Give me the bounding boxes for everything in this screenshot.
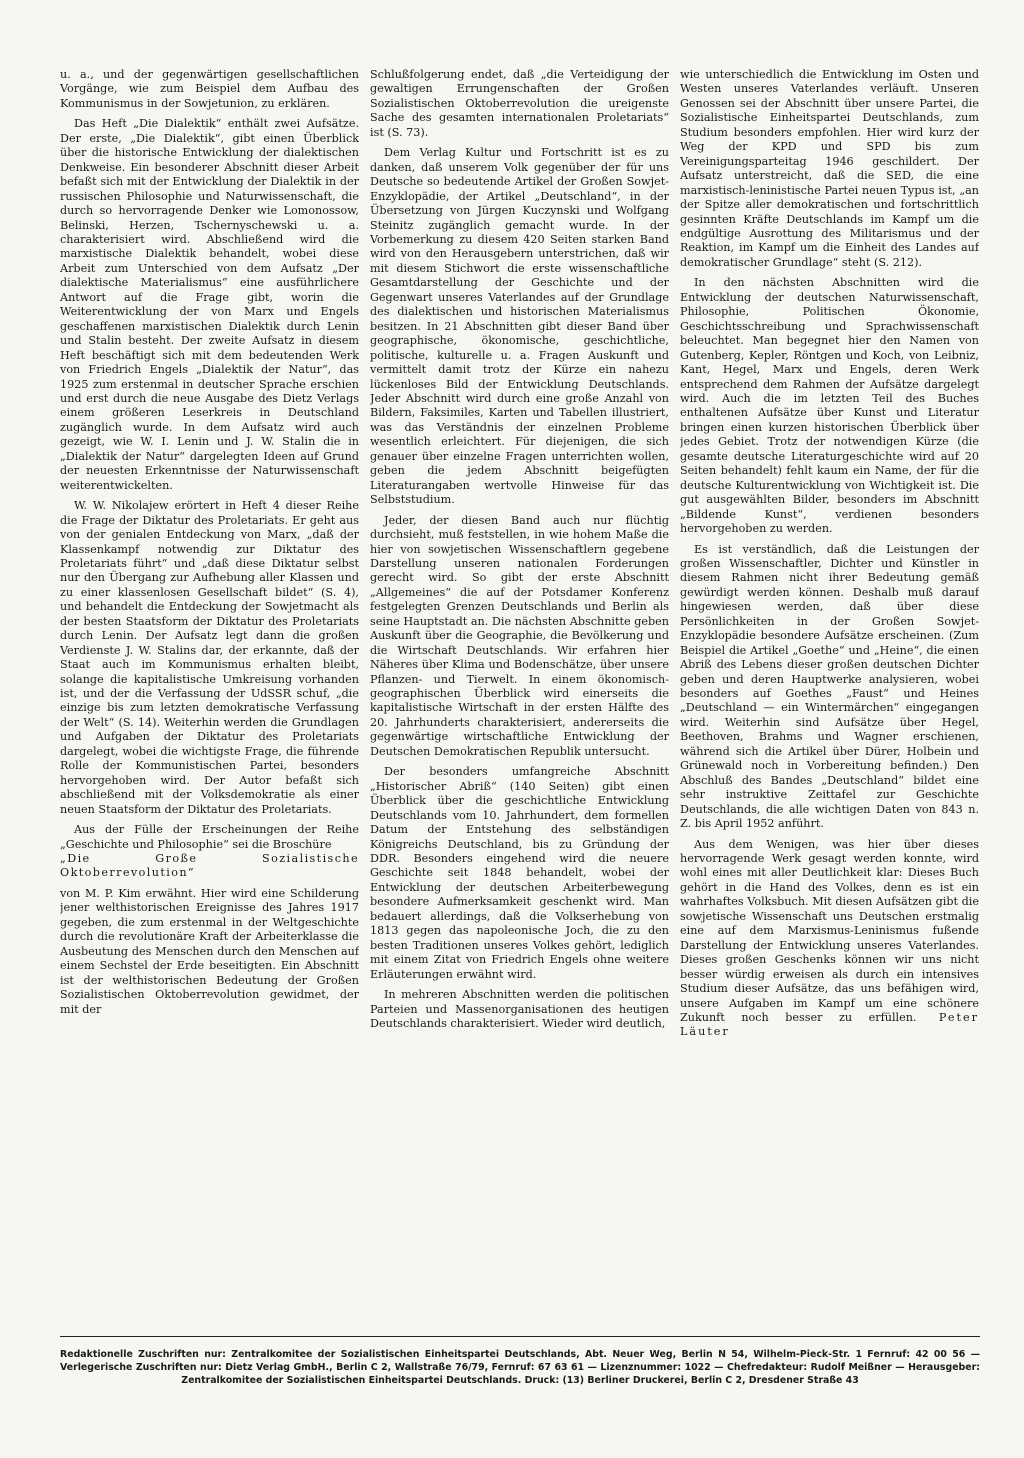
article-paragraph — [680, 276, 979, 536]
paragraph-text: In mehreren Abschnitten werden die politischen Parteien und Massenorganisationen des heutigen Deutschlands charakterisiert. Wieder wird deutlich, — [370, 988, 669, 1030]
article-paragraph — [60, 68, 359, 111]
article-paragraph — [60, 887, 359, 1017]
article-paragraph — [60, 499, 359, 817]
paragraph-text: Es ist verständlich, daß die Leistungen der großen Wissenschaftler, Dichter und Künstler in diesem Rahmen nicht ihrer Bedeutung gemäß gewürdigt werden können. Deshalb muß darauf hingewiesen werden, daß über diese Persönlichkeiten in der Großen Sowjet-Enzyklopädie besondere Aufsätze erscheinen. (Zum Beispiel die Artikel „Goethe“ und „Heine“, die einen Abriß des Lebens dieser großen deutschen Dichter geben und deren Hauptwerke analysieren, wobei besonders auf Goethes „Faust“ und Heines „Deutschland — ein Wintermärchen“ eingegangen wird. Weiterhin sind Aufsätze über Hegel, Beethoven, Brahms und Wagner erschienen, während sich die Artikel über Dürer, Holbein und Grünewald noch in Vorbereitung befinden.) Den Abschluß des Bandes „Deutschland“ bildet eine sehr instruktive Zeittafel zur Geschichte Deutschlands, die alle wichtigen Daten von 843 n. Z. bis April 1952 anführt. — [680, 542, 979, 831]
paragraph-text: von M. P. Kim erwähnt. Hier wird eine Schilderung jener welthistorischen Ereignisse des Jahres 1917 gegeben, die zum erstenmal in der Weltgeschichte durch die revolutionäre Kraft der Arbeiterklasse die Ausbeutung des Menschen durch den Menschen auf einem Sechstel der Erde beseitigten. Ein Abschnitt ist der welthistorischen Bedeutung der Großen Sozialistischen Oktoberrevolution gewidmet, der mit der — [60, 886, 359, 1016]
article-paragraph — [370, 146, 669, 507]
section-heading — [60, 852, 359, 881]
article-paragraph — [370, 68, 669, 140]
article-paragraph — [60, 823, 359, 852]
article-paragraph — [370, 765, 669, 982]
article-paragraph — [60, 117, 359, 493]
paragraph-text: W. W. Nikolajew erörtert in Heft 4 dieser Reihe die Frage der Diktatur des Proletariats. Er geht aus von der genialen Entdeckung von Marx, „daß der Klassenkampf notwendig zur Diktatur des Proletariats führt“ und „daß diese Diktatur selbst nur den Übergang zur Aufhebung aller Klassen und zu einer klassenlosen Gesellschaft bildet“ (S. 4), und behandelt die Entdeckung der Sowjetmacht als der besten Staatsform der Diktatur des Proletariats durch Lenin. Der Aufsatz legt dann die großen Verdienste J. W. Stalins dar, der erkannte, daß der Staat auch im Kommunismus erhalten bleibt, solange die kapitalistische Umkreisung vorhanden ist, und der die Verfassung der UdSSR schuf, „die einzige bis zum letzten demokratische Verfassung der Welt“ (S. 14). Weiterhin werden die Grundlagen und Aufgaben der Diktatur des Proletariats dargelegt, wobei die wichtigste Frage, die führende Rolle der Kommunistischen Partei, besonders hervorgehoben wird. Der Autor befaßt sich abschließend mit der Volksdemokratie als einer neuen Staatsform der Diktatur des Proletariats. — [60, 499, 359, 816]
paragraph-text: Aus der Fülle der Erscheinungen der Reihe „Geschichte und Philosophie“ sei die Broschüre — [60, 823, 359, 851]
paragraph-text: Aus dem Wenigen, was hier über dieses hervorragende Werk gesagt werden konnte, wird wohl eines mit aller Deutlichkeit klar: Dieses Buch gehört in die Hand des Volkes, denn es ist ein wahrhaftes Volksbuch. Mit diesen Aufsätzen gibt die sowjetische Wissenschaft uns Deutschen erstmalig eine auf dem Marxismus-Leninismus fußende Darstellung der Entwicklung unseres Vaterlandes. Dieses großen Geschenks können wir uns nicht besser würdig erweisen als durch ein intensives Studium dieser Aufsätze, das uns befähigen wird, unsere Aufgaben im Kampf um eine schönere Zukunft noch besser zu erfüllen. — [680, 837, 979, 1024]
article-paragraph — [680, 838, 979, 1040]
article-paragraph — [680, 68, 979, 270]
paragraph-text: wie unterschiedlich die Entwicklung im Osten und Westen unseres Vaterlandes verläuft. Unseren Genossen sei der Abschnitt über unsere Partei, die Sozialistische Einheitspartei Deutschlands, zum Studium besonders empfohlen. Hier wird kurz der Weg der KPD und SPD bis zum Vereinigungsparteitag 1946 geschildert. Der Aufsatz unterstreicht, daß die SED, die eine marxistisch-leninistische Partei neuen Typus ist, „an der Spitze aller demokratischen und fortschrittlich gesinnten Kräfte Deutschlands im Kampf um die endgültige Ausrottung des Militarismus und der Reaktion, im Kampf um die Einheit des Landes auf demokratischer Grundlage“ steht (S. 212). — [680, 68, 979, 269]
article-paragraph — [370, 988, 669, 1031]
column-middle — [370, 68, 669, 1330]
footer-divider — [60, 1336, 980, 1337]
article-paragraph — [370, 514, 669, 760]
column-left — [60, 68, 359, 1330]
paragraph-text: Der besonders umfangreiche Abschnitt „Historischer Abriß“ (140 Seiten) gibt einen Überblick über die geschichtliche Entwicklung Deutschlands vom 10. Jahrhundert, dem formellen Datum der Entstehung des selbständigen Königreichs Deutschland, bis zu Gründung der DDR. Besonders eingehend wird die neuere Geschichte seit 1848 behandelt, wobei der Entwicklung der deutschen Arbeiterbewegung besondere Aufmerksamkeit geschenkt wird. Man bedauert allerdings, daß die Volkserhebung von 1813 gegen das napoleonische Joch, die zu den besten Traditionen unseres Volkes gehört, lediglich mit einem Zitat von Friedrich Engels ohne weitere Erläuterungen erwähnt wird. — [370, 765, 669, 981]
paragraph-text: Jeder, der diesen Band auch nur flüchtig durchsieht, muß feststellen, in wie hohem Maße die hier von sowjetischen Wissenschaftlern gegebene Darstellung unseren nationalen Forderungen gerecht wird. So gibt der erste Abschnitt „Allgemeines“ die auf der Potsdamer Konferenz festgelegten Grenzen Deutschlands und Berlin als seine Hauptstadt an. Die nächsten Abschnitte geben Auskunft über die Geographie, die Bevölkerung und die Wirtschaft Deutschlands. Wir erfahren hier Näheres über Klima und Bodenschätze, über unsere Pflanzen- und Tierwelt. In einem ökonomisch-geographischen Überblick wird einerseits die kapitalistische Wirtschaft in der ersten Hälfte des 20. Jahrhunderts charakterisiert, andererseits die gegenwärtige wirtschaftliche Entwicklung der Deutschen Demokratischen Republik untersucht. — [370, 513, 669, 758]
column-right — [680, 68, 979, 1330]
paragraph-text: Dem Verlag Kultur und Fortschritt ist es zu danken, daß unserem Volk gegenüber der für uns Deutsche so bedeutende Artikel der Großen Sowjet-Enzyklopädie, der Artikel „Deutschland“, in der Übersetzung von Jürgen Kuczynski und Wolfgang Steinitz zugänglich gemacht wurde. In der Vorbemerkung zu diesem 420 Seiten starken Band wird von den Herausgebern unterstrichen, daß wir mit diesem Stichwort die erste wissenschaftliche Gesamtdarstellung der Geschichte und der Gegenwart unseres Vaterlandes auf der Grundlage des dialektischen und historischen Materialismus besitzen. In 21 Abschnitten gibt dieser Band über geographische, ökonomische, geschichtliche, politische, kulturelle u. a. Fragen Auskunft und vermittelt damit trotz der Kürze ein nahezu lückenloses Bild der Entwicklung Deutschlands. Jeder Abschnitt wird durch eine große Anzahl von Bildern, Faksimiles, Karten und Tabellen illustriert, was das Verständnis der einzelnen Probleme wesentlich erleichtert. Für diejenigen, die sich genauer über einzelne Fragen unterrichten wollen, geben die jedem Abschnitt beigefügten Literaturangaben wertvolle Hinweise für das Selbststudium. — [370, 146, 669, 507]
paragraph-text: In den nächsten Abschnitten wird die Entwicklung der deutschen Naturwissenschaft, Philosophie, Politischen Ökonomie, Geschichtsschreibung und Sprachwissenschaft beleuchtet. Man begegnet hier den Namen von Gutenberg, Kepler, Röntgen und Koch, von Leibniz, Kant, Hegel, Marx und Engels, deren Werk entsprechend dem Rahmen der Aufsätze dargelegt wird. Auch die im letzten Teil des Buches enthaltenen Aufsätze über Kunst und Literatur bringen einen kurzen historischen Überblick über jedes Gebiet. Trotz der notwendigen Kürze (die gesamte deutsche Literaturgeschichte wird auf 20 Seiten behandelt) fehlt kaum ein Name, der für die deutsche Kulturentwicklung von Wichtigkeit ist. Die gut ausgewählten Bilder, besonders im Abschnitt „Bildende Kunst“, verdienen besonders hervorgehoben zu werden. — [680, 276, 979, 536]
imprint-footer: Redaktionelle Zuschriften nur: Zentralkomitee der Sozialistischen Einheitspartei Deutschlands, Abt. Neuer Weg, Berlin N 54, Wilhelm-Pieck-Str. 1 Fernruf: 42 00 56 — Verlegerische Zuschriften nur: Dietz Verlag GmbH., Berlin C 2, Wallstraße 76/79, Fernruf: 67 63 61 — Lizenznummer: 1022 — Chefredakteur: Rudolf Meißner — Herausgeber: Zentralkomitee der Sozialistischen Einheitspartei Deutschlands. Druck: (13) Berliner Druckerei, Berlin C 2, Dresdener Straße 43 — [60, 1349, 980, 1387]
author-signature: Peter Läuter — [680, 1011, 979, 1039]
article-paragraph — [680, 543, 979, 832]
paragraph-text: „Die Große Sozialistische Oktoberrevolution“ — [60, 852, 359, 880]
paragraph-text: Schlußfolgerung endet, daß „die Verteidigung der gewaltigen Errungenschaften der Großen Sozialistischen Oktoberrevolution die ureigenste Sache des gesamten internationalen Proletariats“ ist (S. 73). — [370, 68, 669, 139]
paragraph-text: u. a., und der gegenwärtigen gesellschaftlichen Vorgänge, wie zum Beispiel dem Aufbau des Kommunismus in der Sowjetunion, zu erklären. — [60, 68, 359, 110]
article-columns — [60, 68, 980, 1330]
paragraph-text: Das Heft „Die Dialektik“ enthält zwei Aufsätze. Der erste, „Die Dialektik“, gibt einen Überblick über die historische Entwicklung der dialektischen Denkweise. Ein besonderer Abschnitt dieser Arbeit befaßt sich mit der Entwicklung der Dialektik in der russischen Philosophie und Naturwissenschaft, die durch so hervorragende Denker wie Lomonossow, Belinski, Herzen, Tschernyschewski u. a. charakterisiert wird. Abschließend wird die marxistische Dialektik behandelt, wobei diese Arbeit zum Unterschied von dem Aufsatz „Der dialektische Materialismus“ eine ausführlichere Antwort auf die Frage gibt, worin die Weiterentwicklung der von Marx und Engels geschaffenen marxistischen Dialektik durch Lenin und Stalin besteht. Der zweite Aufsatz in diesem Heft beschäftigt sich mit dem bedeutenden Werk von Friedrich Engels „Dialektik der Natur“, das 1925 zum erstenmal in deutscher Sprache erschien und erst durch die neue Ausgabe des Dietz Verlags einem größeren Leserkreis in Deutschland zugänglich wurde. In dem Aufsatz wird auch gezeigt, wie W. I. Lenin und J. W. Stalin die in „Dialektik der Natur“ dargelegten Ideen auf Grund der neuesten Erkenntnisse der Naturwissenschaft weiterentwickelten. — [60, 117, 359, 492]
